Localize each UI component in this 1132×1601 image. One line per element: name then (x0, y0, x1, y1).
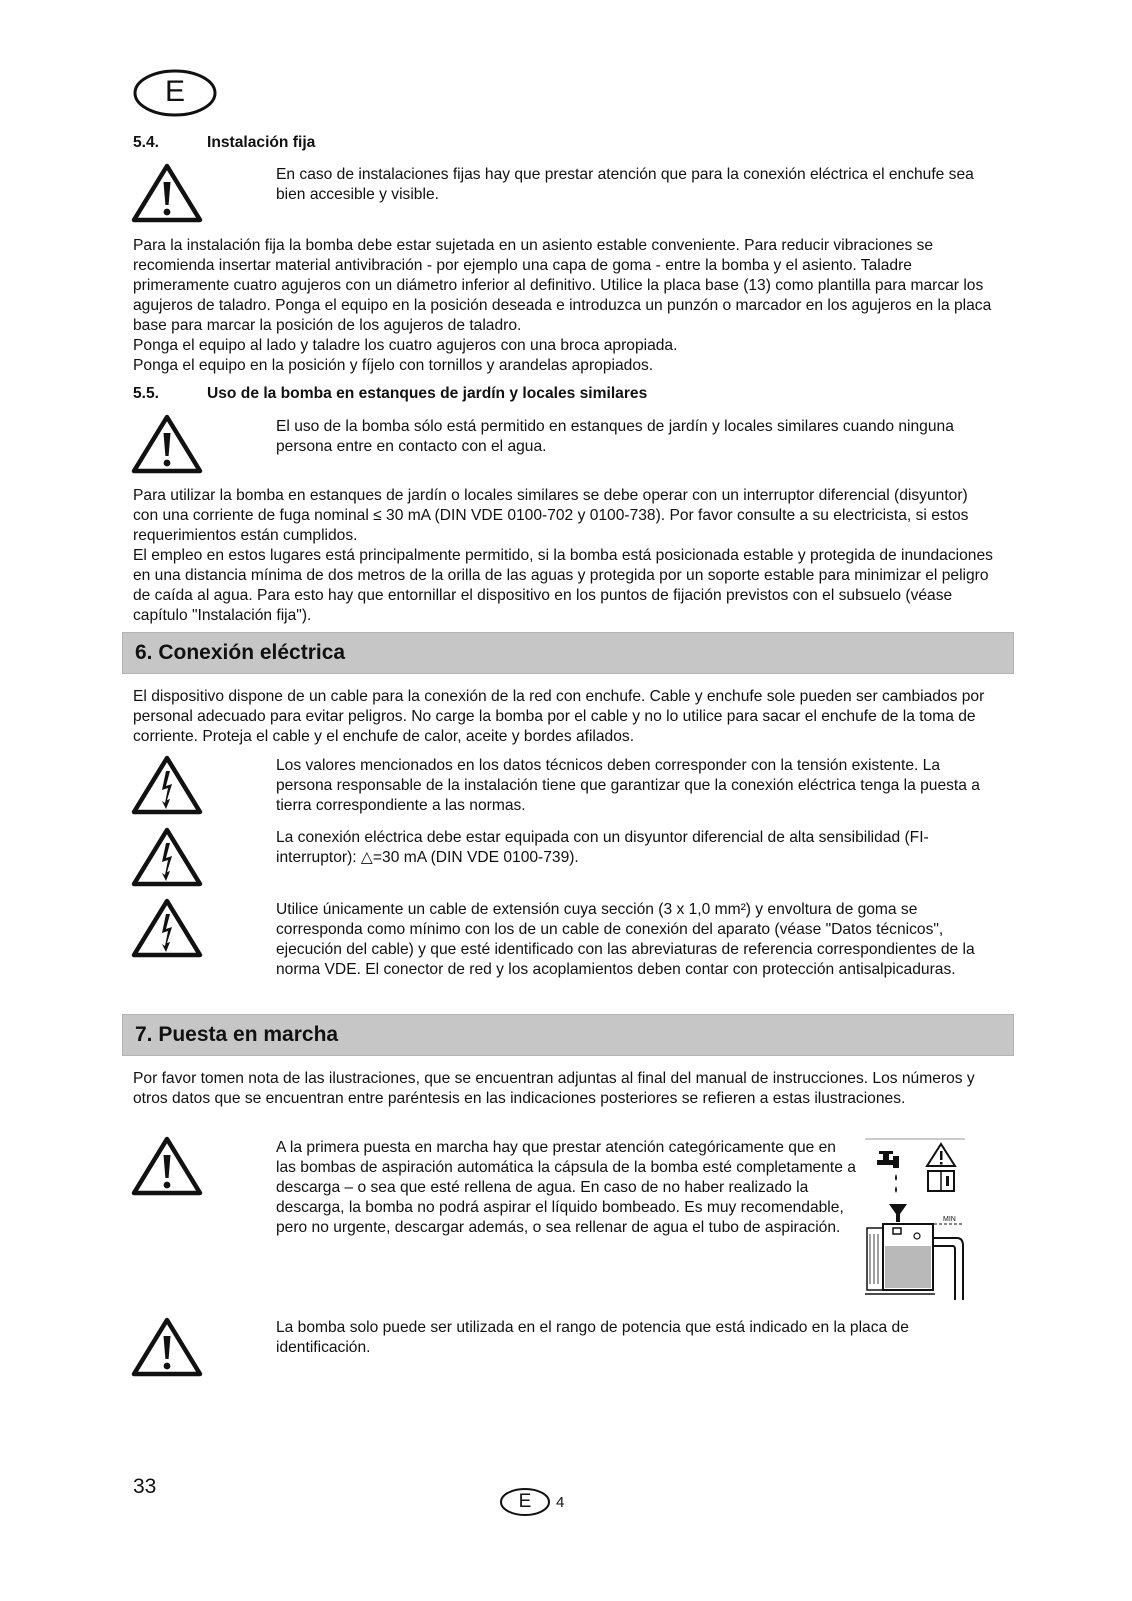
section-heading: 6. Conexión eléctrica (135, 641, 346, 664)
warning-text: Los valores mencionados en los datos técnicos deben corresponder con la tensión existente. La persona responsable de la instalación tiene que garantizar que la conexión eléctrica tenga la puesta a tierra correspondiente a las normas. (276, 757, 980, 814)
priming-illustration (865, 1138, 965, 1300)
warning-text: La conexión eléctrica debe estar equipada con un disyuntor diferencial de alta sensibilidad (FI-interruptor): △=30 mA (DIN VDE 0100-739). (276, 829, 929, 866)
warning-text: En caso de instalaciones fijas hay que prestar atención que para la conexión eléctrica el enchufe sea bien accesible y visible. (276, 166, 974, 203)
section-intro: El dispositivo dispone de un cable para la conexión de la red con enchufe. Cable y enchufe sole pueden ser cambiados por personal adecuado para evitar peligros. No carge la bomba por el cable y no lo utilice para sacar el enchufe de la toma de corriente. Proteja el cable y el enchufe de calor, aceite y bordes afilados. (133, 688, 985, 745)
warning-triangle-icon (131, 1316, 203, 1378)
page-number: 33 (133, 1475, 157, 1498)
subsection-title: Uso de la bomba en estanques de jardín y locales similares (207, 385, 648, 402)
footer-badge-letter: E (518, 1491, 532, 1512)
language-badge-letter: E (164, 75, 185, 108)
warning-triangle-icon (131, 413, 203, 475)
warning-text: La bomba solo puede ser utilizada en el rango de potencia que está indicado en la placa de identificación. (276, 1319, 909, 1356)
body-text-block (133, 236, 995, 376)
body-text-block (133, 486, 995, 626)
subsection-number: 5.4. (133, 134, 160, 151)
subsection-heading-5-5 (133, 384, 833, 404)
pump-priming-diagram-icon (865, 1138, 965, 1300)
electrical-hazard-icon (131, 754, 203, 816)
warning-triangle-icon (131, 1135, 203, 1197)
section-intro: Por favor tomen nota de las ilustraciones, que se encuentran adjuntas al final del manual de instrucciones. Los números y otros datos que se encuentran entre paréntesis en las indicaciones posteriores se refieren a estas ilustraciones. (133, 1070, 975, 1107)
subsection-number: 5.5. (133, 385, 160, 402)
paragraph: Para la instalación fija la bomba debe estar sujetada en un asiento estable conveniente. Para reducir vibraciones se recomienda insertar material antivibración - por ejemplo una capa de goma - entre la bomba y el asiento. Taladre primeramente cuatro agujeros con un diámetro inferior al definitivo. Utilice la placa base (13) como plantilla para marcar los agujeros de taladro. Ponga el equipo en la posición deseada e introduzca un punzón o marcador en los agujeros en la placa base para marcar la posición de los agujeros de taladro. (133, 237, 992, 334)
warning-text: A la primera puesta en marcha hay que prestar atención categóricamente que en las bombas de aspiración automática la cápsula de la bomba esté completamente a descarga – o sea que esté rellena de agua. En caso de no haber realizado la descarga, la bomba no podrá aspirar el líquido bombeado. Es muy recomendable, pero no urgente, descargar además, o sea rellenar de agua el tubo de aspiración. (276, 1139, 856, 1236)
electrical-hazard-icon (131, 897, 203, 959)
paragraph: El empleo en estos lugares está principalmente permitido, si la bomba está posicionada estable y protegida de inundaciones en una distancia mínima de dos metros de la orilla de las aguas y protegida por un soporte estable para minimizar el peligro de caída al agua. Para esto hay que entornillar el dispositivo en los puntos de fijación previstos con el subsuelo (véase capítulo "Instalación fija"). (133, 547, 993, 624)
footer-badge-page: 4 (556, 1494, 565, 1511)
paragraph: Ponga el equipo en la posición y fíjelo con tornillos y arandelas apropiados. (133, 357, 654, 374)
footer-badge (499, 1487, 579, 1517)
paragraph: Para utilizar la bomba en estanques de jardín o locales similares se debe operar con un interruptor diferencial (disyuntor) con una corriente de fuga nominal ≤ 30 mA (DIN VDE 0100-702 y 0100-738). Por favor consulte a su electricista, si estos requerimientos están cumplidos. (133, 487, 969, 544)
warning-triangle-icon (131, 162, 203, 224)
paragraph: Ponga el equipo al lado y taladre los cuatro agujeros con una broca apropiada. (133, 337, 678, 354)
language-badge (133, 69, 217, 117)
section-heading: 7. Puesta en marcha (135, 1023, 339, 1046)
warning-text: Utilice únicamente un cable de extensión cuya sección (3 x 1,0 mm²) y envoltura de goma se corresponda como mínimo con los de un cable de conexión del aparato (véase "Datos técnicos", ejecución del cable) y que esté identificado con las abreviaturas de referencia correspondientes de la norma VDE. El conector de red y los acoplamientos deben contar con protección antisalpicaduras. (276, 901, 975, 978)
min-level-label: MIN (943, 1216, 956, 1223)
subsection-title: Instalación fija (207, 134, 316, 151)
warning-text: El uso de la bomba sólo está permitido en estanques de jardín y locales similares cuando ninguna persona entre en contacto con el agua. (276, 418, 954, 455)
section-heading-bar (122, 1014, 1014, 1056)
section-heading-bar (122, 632, 1014, 674)
electrical-hazard-icon (131, 826, 203, 888)
subsection-heading-5-4 (133, 133, 733, 153)
